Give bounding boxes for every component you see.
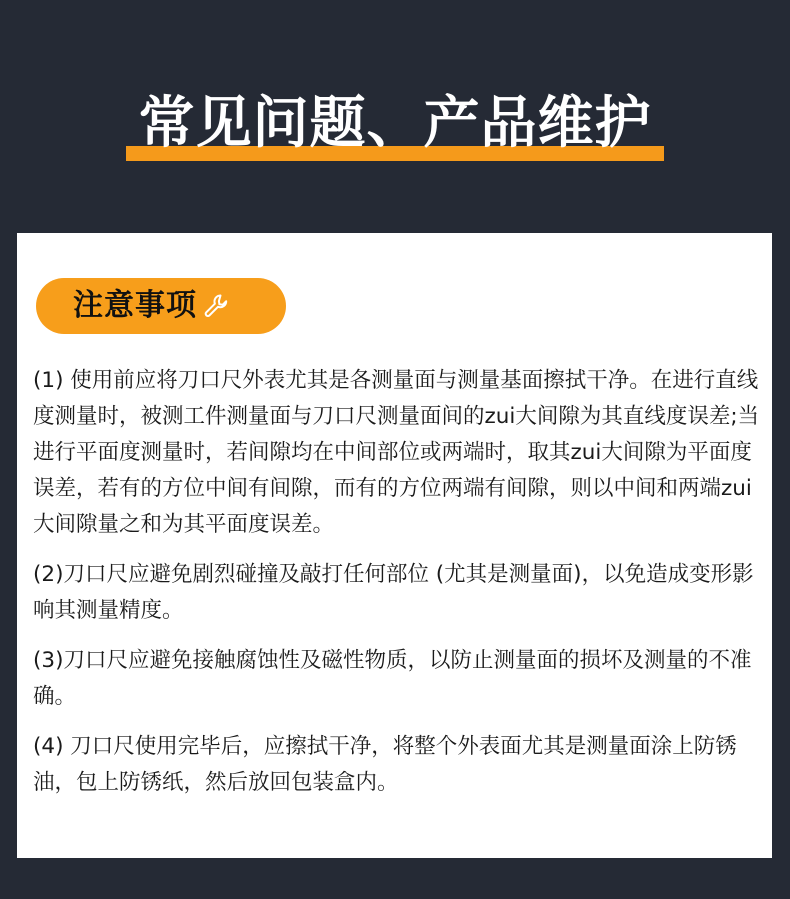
note-paragraph-4: (4) 刀口尺使用完毕后，应擦拭干净，将整个外表面尤其是测量面涂上防锈油，包上防锈纸，然后放回包装盒内。 — [33, 734, 737, 795]
page-title: 常见问题、产品维护 — [138, 91, 652, 156]
note-paragraph-2: (2)刀口尺应避免剧烈碰撞及敲打任何部位 (尤其是测量面)，以免造成变形影响其测量精度。 — [33, 562, 754, 623]
note-paragraph-1: (1) 使用前应将刀口尺外表尤其是各测量面与测量基面擦拭干净。在进行直线度测量时，被测工件测量面与刀口尺测量面间的zui大间隙为其直线度误差;当进行平面度测量时，若间隙均在中间部位或两端时，取其zui大间隙为平面度误差，若有的方位中间有间隙，而有的方位两端有间隙，则以中间和两端zui大间隙量之和为其平面度误差。 — [33, 368, 760, 537]
notes-content — [33, 363, 760, 815]
title-section — [0, 86, 790, 176]
notes-panel — [17, 233, 772, 858]
notes-badge — [36, 278, 286, 334]
note-paragraph-3: (3)刀口尺应避免接触腐蚀性及磁性物质，以防止测量面的损坏及测量的不准确。 — [33, 648, 752, 709]
wrench-icon — [202, 292, 230, 320]
notes-badge-label: 注意事项 — [73, 288, 197, 323]
